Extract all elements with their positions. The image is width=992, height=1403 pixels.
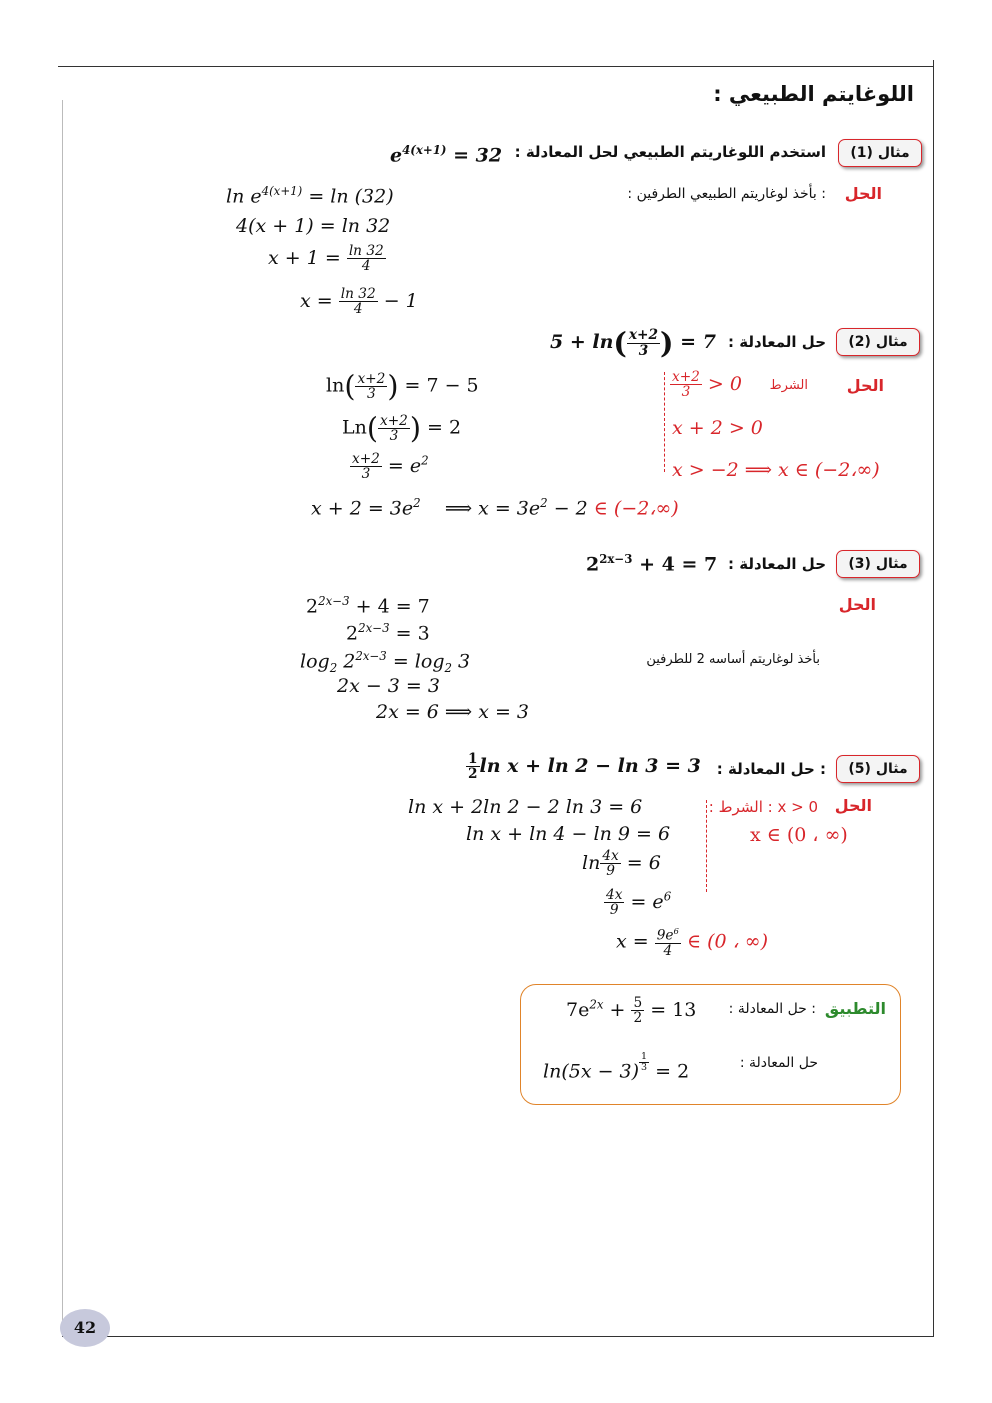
example-2-step-4: $x + 2 = 3e^2$ ⟹ $x = 3e^2 - 2$ ∈ (−2،∞): [311, 496, 679, 520]
example-2-divider: [664, 372, 665, 472]
example-1-solution-label: الحل: [844, 184, 882, 203]
example-3-step-4: 2x − 3 = 3: [337, 675, 440, 697]
example-3-solution-label: الحل: [838, 595, 876, 614]
example-5-step-2: ln x + ln 4 − ln 9 = 6: [466, 823, 671, 845]
example-5-step-1: ln x + 2ln 2 − 2 ln 3 = 6: [408, 796, 643, 818]
application-text-1: : حل المعادلة :: [728, 1001, 816, 1017]
example-5-label: مثال (5): [836, 755, 920, 783]
example-2-step-1: ln( $\frac{x+2}{3}$ ) = 7 − 5: [326, 370, 479, 403]
example-2-solution-label: الحل: [846, 376, 884, 395]
example-3-statement: حل المعادلة :: [728, 555, 826, 573]
example-3-label: مثال (3): [836, 550, 920, 578]
example-5-step-3: ln $\frac{4x}{9}$ = 6: [582, 848, 661, 880]
example-2-condition-1: $\frac{x+2}{3}$ > 0: [672, 369, 742, 401]
example-2-step-2: Ln( $\frac{x+2}{3}$ ) = 2: [342, 412, 462, 445]
example-5-step-4: $\frac{4x}{9}$ = $e^6$: [606, 887, 672, 919]
example-3-solution-text: بأخذ لوغاريتم أساسه 2 للطرفين: [646, 652, 820, 667]
page-frame-left: [62, 100, 63, 1336]
example-5-domain: x ∈ (0 ، ∞): [750, 824, 848, 846]
example-1-step-1: $\ln e^{4(x+1)} = \ln (32)$: [226, 184, 394, 208]
example-2-condition-label: الشرط: [769, 378, 808, 393]
example-5-solution-label: الحل: [834, 796, 872, 815]
example-1-step-2: 4(x + 1) = ln 32: [236, 215, 391, 237]
page-frame-top: [58, 66, 934, 67]
application-text-2: حل المعادلة :: [739, 1055, 818, 1071]
example-3-equation: $2^{2x-3} + 4 = 7$: [586, 552, 718, 576]
example-2-step-3: $\frac{x+2}{3}$ = $e^2$: [352, 451, 429, 483]
example-5-condition: x > 0 : الشرط :: [708, 798, 818, 816]
example-1-equation: $e^{4(x+1)} = 32$: [390, 143, 503, 167]
page-title: اللوغايتم الطبيعي :: [713, 82, 914, 106]
example-1-statement: استخدم اللوغاريتم الطبيعي لحل المعادلة :: [514, 143, 826, 161]
page-frame-right: [933, 60, 934, 1336]
example-3-step-1: $2^{2x-3} + 4 = 7$: [306, 594, 430, 618]
example-5-step-5: x = $\frac{9e^6}{4}$ ∈ (0 ، ∞): [616, 926, 769, 959]
application-equation-1: $7e^{2x}$ + $\frac{5}{2}$ = 13: [566, 995, 697, 1027]
page-frame-bottom: [62, 1336, 934, 1337]
example-2-condition-2: x + 2 > 0: [672, 417, 763, 439]
example-3-step-2: $2^{2x-3} = 3$: [346, 621, 430, 645]
example-2-equation: 5 + ln( $\frac{x+2}{3}$ ) = 7: [550, 326, 716, 360]
example-1-solution-text: : بأخذ لوغاريتم الطبيعي الطرفين :: [627, 186, 826, 202]
example-2-label: مثال (2): [836, 328, 920, 356]
example-1-label: مثال (1): [838, 139, 922, 167]
example-3-step-3: $\log_2 2^{2x-3} = \log_2 3$: [300, 649, 471, 676]
example-1-step-4: x = $\frac{\ln 32}{4}$ − 1: [300, 286, 418, 318]
application-equation-2: ln(5x − 3) $\frac{1}{3}$ = 2: [543, 1051, 690, 1083]
example-2-statement: حل المعادلة :: [728, 333, 826, 351]
example-5-equation: $\frac{1}{2}$ ln x + ln 2 − ln 3 = 3: [468, 751, 701, 783]
example-1-step-3: x + 1 = $\frac{\ln 32}{4}$: [268, 243, 384, 275]
example-3-step-5: 2x = 6 ⟹ x = 3: [376, 701, 530, 723]
example-5-statement: : حل المعادلة :: [716, 760, 826, 778]
page-number: 42: [60, 1309, 110, 1347]
application-label: التطبيق: [824, 999, 886, 1018]
example-5-divider: [706, 800, 707, 892]
example-2-condition-3: x > −2 ⟹ x ∈ (−2،∞): [672, 459, 880, 481]
